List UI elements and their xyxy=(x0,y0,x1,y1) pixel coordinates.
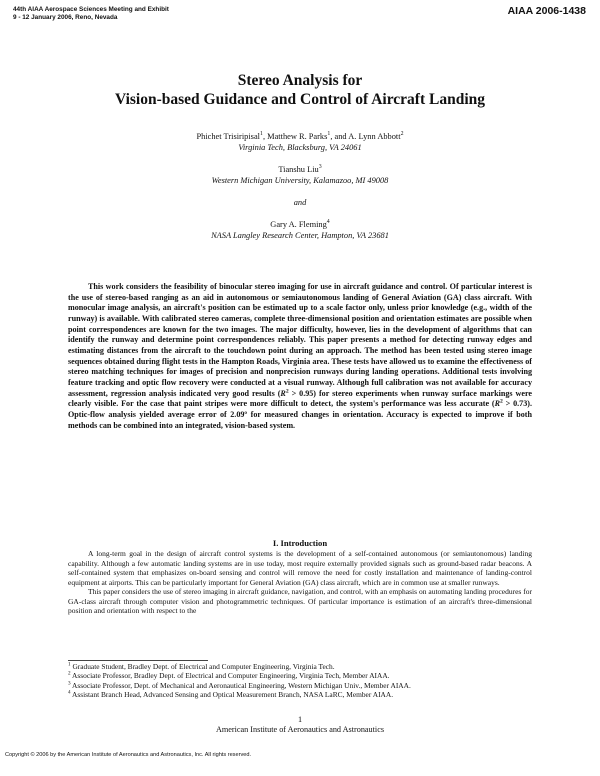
institute-name: American Institute of Aeronautics and Astronautics xyxy=(215,725,385,734)
footnote xyxy=(68,681,532,690)
abstract-paragraph xyxy=(68,282,532,431)
conference-header xyxy=(13,6,169,21)
affiliation-mark: 1 xyxy=(260,131,263,138)
paper-title xyxy=(0,71,600,109)
author-name: Tianshu Liu xyxy=(278,165,319,174)
intro-paragraph-1: A long-term goal in the design of aircraft control systems is the development of a self-contained autonomous (or semiautonomous) landing capability. Although a few automatic landing systems are in use today, most require externally provided signals such as ground-based radar beacons. A self-contained system that emphasizes on-board sensing and control will remove the need for costly installation and maintenance of landing-control equipment at airports. This can be particularly important for General Aviation (GA) class aircraft, which are in common use at smaller runways. xyxy=(68,549,532,587)
abstract-text: Optic-flow analysis yielded average error of 2.09º for measured changes in orientation. Accuracy is expected to improve if both methods can be combined into an integrated, vision-based system. xyxy=(68,409,532,430)
r-squared-symbol: R xyxy=(494,399,500,409)
footnote-text: Assistant Branch Head, Advanced Sensing and Optical Measurement Branch, NASA LaRC, Member AIAA. xyxy=(70,689,394,699)
footnote-divider xyxy=(68,660,208,661)
separator: , and xyxy=(330,132,349,141)
exponent: 2 xyxy=(285,387,289,394)
exponent: 2 xyxy=(500,398,503,405)
affiliation-mark: 4 xyxy=(326,219,330,226)
footnote-mark: 4 xyxy=(68,689,71,696)
abstract-text: > 0.95) xyxy=(288,388,317,398)
and-connector: and xyxy=(293,198,307,207)
section-heading-introduction: I. Introduction xyxy=(272,538,328,548)
author-names-group-3 xyxy=(0,219,600,230)
author-name: A. Lynn Abbott xyxy=(348,132,401,141)
footnote xyxy=(68,671,532,680)
paper-id: AIAA 2006-1438 xyxy=(507,5,586,17)
footnote-text: Graduate Student, Bradley Dept. of Electrical and Computer Engineering, Virginia Tech. xyxy=(70,662,335,671)
affiliation-mark: 2 xyxy=(400,131,404,138)
page-number: 1 xyxy=(297,715,303,724)
abstract-text: for stereo experiments when runway surface markings were clearly visible. For the case that paint stripes were more difficult to detect, the system's performance was less accurate ( xyxy=(68,388,532,409)
author-names-group-1 xyxy=(0,131,600,142)
footnote xyxy=(68,690,532,699)
conference-line-2: 9 - 12 January 2006, Reno, Nevada xyxy=(13,13,118,21)
affiliation-1: Virginia Tech, Blacksburg, VA 24061 xyxy=(238,143,362,152)
affiliation-mark: 1 xyxy=(327,131,331,138)
footnote xyxy=(68,662,532,671)
footnote-text: Associate Professor, Bradley Dept. of Electrical and Computer Engineering, Virginia Tech, Member AIAA. xyxy=(70,671,390,681)
footnote-text: Associate Professor, Dept. of Mechanical and Aeronautical Engineering, Western Michigan Univ., Member AIAA. xyxy=(70,680,411,690)
affiliation-3: NASA Langley Research Center, Hampton, VA 23681 xyxy=(211,231,389,240)
page-footer xyxy=(0,715,600,735)
affiliation-2: Western Michigan University, Kalamazoo, MI 49008 xyxy=(211,176,389,185)
title-line-1: Stereo Analysis for xyxy=(237,72,363,89)
affiliation-mark: 3 xyxy=(318,164,322,171)
abstract-text: > 0.73). xyxy=(502,399,532,409)
footnote-mark: 2 xyxy=(68,670,71,677)
footnote-mark: 1 xyxy=(68,661,71,668)
author-names-group-2 xyxy=(0,164,600,175)
footnotes xyxy=(68,662,532,699)
introduction-body xyxy=(68,549,532,616)
conference-line-1: 44th AIAA Aerospace Sciences Meeting and Exhibit xyxy=(13,6,169,13)
author-block xyxy=(0,131,600,241)
abstract-text: This work considers the feasibility of binocular stereo imaging for use in aircraft guidance and control. Of particular interest is the use of stereo-based ranging as an aid in autonomous or semiautonomous landing of General Aviation (GA) class aircraft. With monocular image analysis, an aircraft's position can be estimated up to a scale factor only, unless prior knowledge (e.g., width of the runway) is available. With calibrated stereo cameras, complete three-dimensional position and orientation estimates are possible when point correspondences are known for the two images. The major difficulty, however, lies in the development of algorithms that can identify the runway and determine point correspondences reliably. This paper presents a method for detecting runway edges and estimating distances from the aircraft to the touchdown point during an approach. The method has been tested using stereo image sequences obtained during flight tests in the Hampton Roads, Virginia area. These tests have allowed us to examine the effectiveness of stereo matching techniques for images of precision and nonprecision runways during landing operations. Additional tests involving feature tracking and optic flow recovery were conducted at a visual runway. Although full calibration was not available for accuracy assessment, regression analysis indicated very good results ( xyxy=(68,282,532,398)
footnote-mark: 3 xyxy=(68,680,71,687)
title-line-2: Vision-based Guidance and Control of Aircraft Landing xyxy=(114,91,486,108)
intro-paragraph-2: This paper considers the use of stereo imaging in aircraft guidance, navigation, and control, with an emphasis on automating landing procedures for GA-class aircraft through computer vision and photogrammetric techniques. Of particular importance is estimation of an aircraft's three-dimensional position and orientation with respect to the xyxy=(68,587,532,615)
separator: , xyxy=(262,132,268,141)
author-name: Phichet Trisiripisal xyxy=(196,132,260,141)
copyright-notice: Copyright © 2006 by the American Institute of Aeronautics and Astronautics, Inc. All rights reserved. xyxy=(5,752,252,758)
r-squared-symbol: R xyxy=(280,388,286,398)
author-name: Gary A. Fleming xyxy=(270,220,327,229)
author-name: Matthew R. Parks xyxy=(267,132,328,141)
abstract xyxy=(68,282,532,431)
